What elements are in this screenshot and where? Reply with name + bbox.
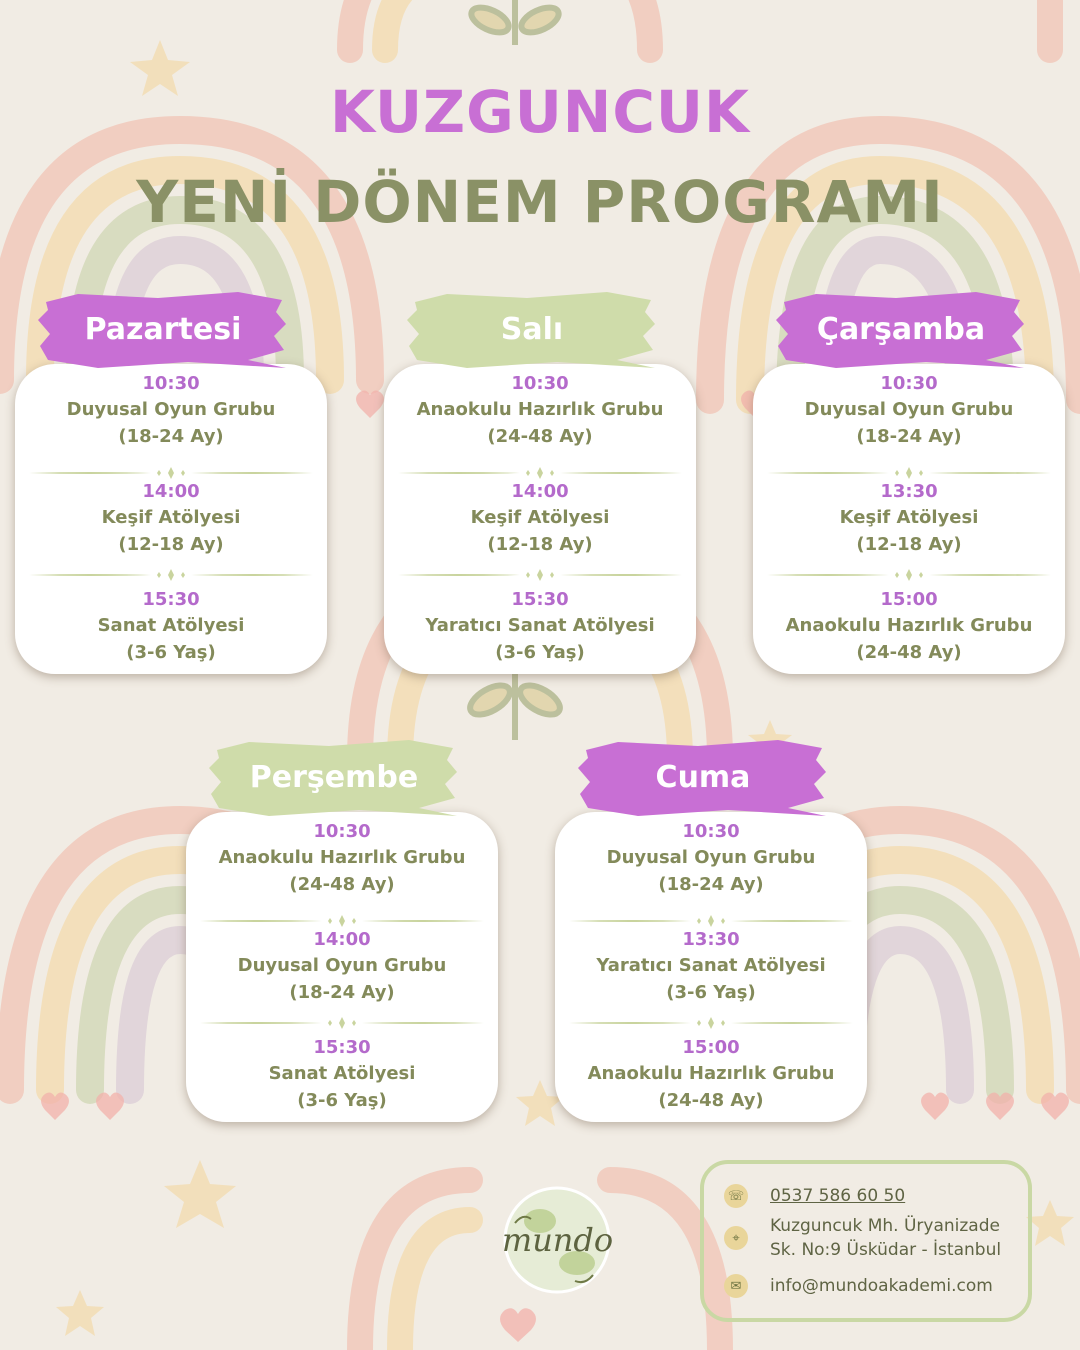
ornament-divider bbox=[29, 566, 313, 578]
session-name: Yaratıcı Sanat Atölyesi bbox=[425, 615, 655, 636]
session-name: Duyusal Oyun Grubu bbox=[66, 399, 276, 420]
session-name: Yaratıcı Sanat Atölyesi bbox=[596, 955, 826, 976]
contact-phone-row bbox=[724, 1184, 905, 1208]
email-link[interactable]: info@mundoakademi.com bbox=[770, 1276, 993, 1296]
session-time: 10:30 bbox=[880, 373, 938, 394]
logo-text: mundo bbox=[501, 1221, 614, 1259]
day-tag-0 bbox=[38, 290, 288, 370]
ornament-divider bbox=[569, 1014, 853, 1026]
contact-box bbox=[700, 1160, 1032, 1322]
session-time: 15:30 bbox=[313, 1037, 371, 1058]
day-card-0 bbox=[15, 364, 327, 674]
session-time: 10:30 bbox=[682, 821, 740, 842]
ornament-divider bbox=[200, 1014, 484, 1026]
session-slot bbox=[186, 1036, 498, 1114]
session-age: (24-48 Ay) bbox=[856, 642, 962, 663]
session-age: (12-18 Ay) bbox=[487, 534, 593, 555]
session-slot bbox=[555, 820, 867, 898]
session-slot bbox=[384, 588, 696, 666]
session-age: (18-24 Ay) bbox=[856, 426, 962, 447]
day-tag-1 bbox=[407, 290, 657, 370]
ornament-divider bbox=[767, 464, 1051, 476]
session-time: 13:30 bbox=[880, 481, 938, 502]
session-time: 10:30 bbox=[142, 373, 200, 394]
mundo-logo bbox=[495, 1183, 620, 1298]
session-age: (3-6 Yaş) bbox=[297, 1090, 387, 1111]
session-slot bbox=[384, 480, 696, 558]
address-line1: Kuzguncuk Mh. Üryanizade bbox=[770, 1216, 1000, 1236]
session-name: Anaokulu Hazırlık Grubu bbox=[218, 847, 466, 868]
day-card-4 bbox=[555, 812, 867, 1122]
session-slot bbox=[15, 480, 327, 558]
ornament-divider bbox=[398, 464, 682, 476]
day-card-2 bbox=[753, 364, 1065, 674]
session-slot bbox=[555, 928, 867, 1006]
session-age: (24-48 Ay) bbox=[487, 426, 593, 447]
session-slot bbox=[186, 928, 498, 1006]
ornament-divider bbox=[767, 566, 1051, 578]
session-slot bbox=[555, 1036, 867, 1114]
session-slot bbox=[753, 588, 1065, 666]
day-card-1 bbox=[384, 364, 696, 674]
session-name: Duyusal Oyun Grubu bbox=[237, 955, 447, 976]
day-name: Salı bbox=[500, 312, 564, 347]
session-time: 15:00 bbox=[880, 589, 938, 610]
session-slot bbox=[753, 480, 1065, 558]
title-location: KUZGUNCUK bbox=[330, 78, 750, 146]
day-tag-2 bbox=[776, 290, 1026, 370]
ornament-divider bbox=[569, 912, 853, 924]
session-slot bbox=[15, 372, 327, 450]
session-name: Duyusal Oyun Grubu bbox=[606, 847, 816, 868]
session-slot bbox=[186, 820, 498, 898]
ornament-divider bbox=[398, 566, 682, 578]
session-name: Sanat Atölyesi bbox=[268, 1063, 416, 1084]
session-time: 14:00 bbox=[142, 481, 200, 502]
session-time: 15:00 bbox=[682, 1037, 740, 1058]
day-name: Cuma bbox=[655, 760, 751, 795]
address-line2: Sk. No:9 Üsküdar - İstanbul bbox=[770, 1240, 1002, 1260]
session-name: Anaokulu Hazırlık Grubu bbox=[416, 399, 664, 420]
mail-icon: ✉ bbox=[724, 1274, 748, 1298]
session-time: 10:30 bbox=[511, 373, 569, 394]
phone-link[interactable]: 0537 586 60 50 bbox=[770, 1186, 906, 1206]
session-time: 15:30 bbox=[142, 589, 200, 610]
session-age: (3-6 Yaş) bbox=[126, 642, 216, 663]
day-tag-3 bbox=[209, 738, 459, 818]
session-name: Keşif Atölyesi bbox=[101, 507, 241, 528]
session-age: (24-48 Ay) bbox=[658, 1090, 764, 1111]
ornament-divider bbox=[29, 464, 313, 476]
session-name: Anaokulu Hazırlık Grubu bbox=[587, 1063, 835, 1084]
session-age: (12-18 Ay) bbox=[856, 534, 962, 555]
session-time: 14:00 bbox=[511, 481, 569, 502]
session-age: (18-24 Ay) bbox=[658, 874, 764, 895]
contact-address-row bbox=[724, 1214, 1001, 1262]
session-name: Keşif Atölyesi bbox=[470, 507, 610, 528]
day-name: Pazartesi bbox=[84, 312, 242, 347]
ornament-divider bbox=[200, 912, 484, 924]
session-time: 14:00 bbox=[313, 929, 371, 950]
session-age: (12-18 Ay) bbox=[118, 534, 224, 555]
session-age: (3-6 Yaş) bbox=[666, 982, 756, 1003]
session-name: Anaokulu Hazırlık Grubu bbox=[785, 615, 1033, 636]
session-slot bbox=[753, 372, 1065, 450]
day-card-3 bbox=[186, 812, 498, 1122]
session-slot bbox=[384, 372, 696, 450]
session-age: (18-24 Ay) bbox=[289, 982, 395, 1003]
day-name: Perşembe bbox=[249, 760, 419, 795]
day-tag-4 bbox=[578, 738, 828, 818]
session-time: 13:30 bbox=[682, 929, 740, 950]
contact-email-row bbox=[724, 1274, 993, 1298]
session-name: Duyusal Oyun Grubu bbox=[804, 399, 1014, 420]
title-program: YENİ DÖNEM PROGRAMI bbox=[136, 168, 944, 236]
session-slot bbox=[15, 588, 327, 666]
session-name: Keşif Atölyesi bbox=[839, 507, 979, 528]
phone-icon: ☏ bbox=[724, 1184, 748, 1208]
location-pin-icon: ⌖ bbox=[724, 1226, 748, 1250]
session-time: 10:30 bbox=[313, 821, 371, 842]
day-name: Çarşamba bbox=[816, 312, 986, 347]
session-age: (24-48 Ay) bbox=[289, 874, 395, 895]
session-name: Sanat Atölyesi bbox=[97, 615, 245, 636]
session-age: (3-6 Yaş) bbox=[495, 642, 585, 663]
address bbox=[770, 1214, 1001, 1262]
session-time: 15:30 bbox=[511, 589, 569, 610]
session-age: (18-24 Ay) bbox=[118, 426, 224, 447]
